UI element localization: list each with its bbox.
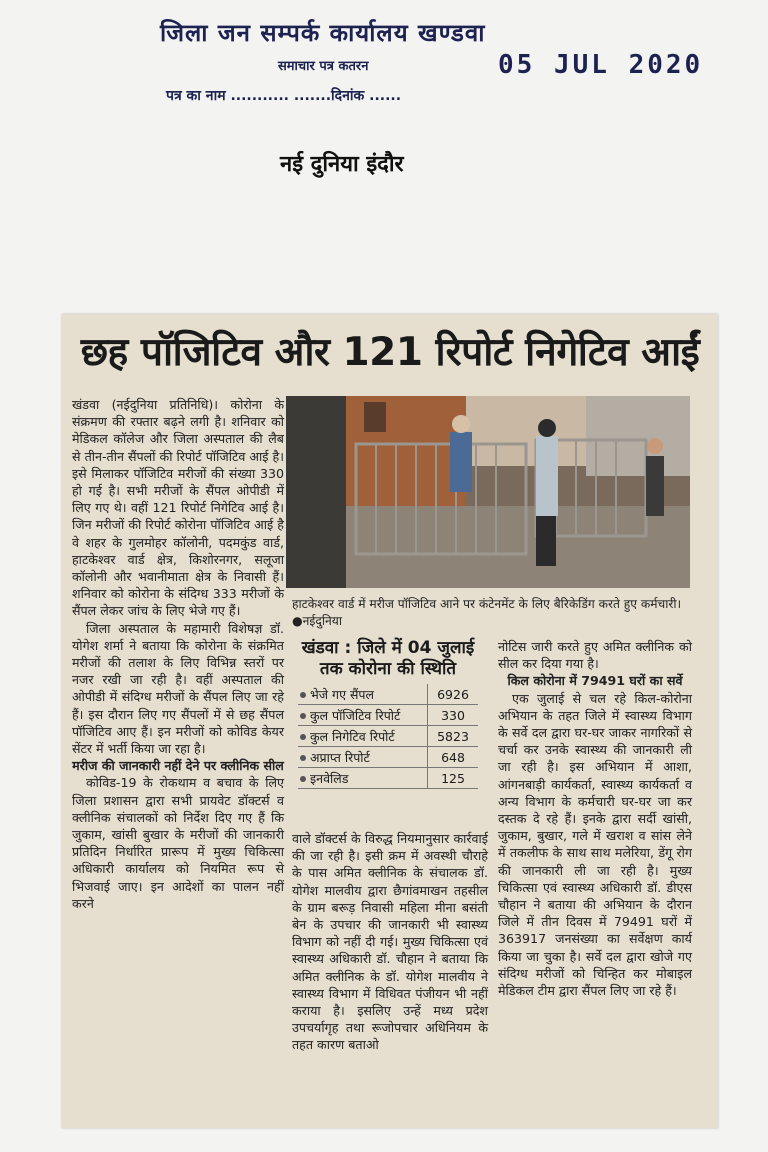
article-paragraph: खंडवा (नईदुनिया प्रतिनिधि)। कोरोना के संक्रमण की रफ्तार बढ़ने लगी है। शनिवार को मेडिकल कॉलेज और जिला अस्पताल की लैब से तीन-तीन सैंपलों की रिपोर्ट पॉजिटिव आई है। इसे मिलाकर पॉजिटिव मरीजों की संख्या 330 हो गई है। सभी मरीजों के सैंपल ओपीडी में लिए गए थे। वहीं 121 रिपोर्ट निगेटिव आई है। जिन मरीजों की रिपोर्ट कोरोना पॉजिटिव आई है वे शहर के गुलमोहर कॉलोनी, पदमकुंड वार्ड, हाटकेश्वर वार्ड क्षेत्र, किशोरनगर, सलूजा कॉलोनी और भवानीमाता क्षेत्र के निवासी हैं। शनिवार को कोरोना के संदिग्ध 333 मरीजों के सैंपल लेकर जांच के लिए भेजे गए हैं। [72, 397, 284, 619]
stat-label: इनवेलिड [310, 770, 349, 786]
stat-value: 6926 [428, 684, 479, 705]
stamp-office-name: जिला जन सम्पर्क कार्यालय खण्डवा [160, 19, 486, 47]
article-subheading: मरीज की जानकारी नहीं देने पर क्लीनिक सील [72, 758, 284, 774]
stat-label: कुल निगेटिव रिपोर्ट [310, 728, 395, 744]
newspaper-name: नई दुनिया इंदौर [280, 152, 404, 177]
article-paragraph: वाले डॉक्टर्स के विरुद्ध नियमानुसार कार्रवाई की जा रही है। इसी क्रम में अवस्थी चौराहे के पास अमित क्लीनिक के संचालक डॉ. योगेश मालवीय द्वारा छैगांवमाखन तहसील के ग्राम बरूड़ निवासी महिला मीना बसंती बेन के उपचार की जानकारी भी स्वास्थ्य विभाग को नहीं दी गई। मुख्य चिकित्सा एवं स्वास्थ्य अधिकारी डॉ. चौहान ने बताया कि अमित क्लीनिक के डॉ. योगेश मालवीय ने स्वास्थ्य विभाग में विधिवत पंजीयन भी नहीं कराया है। इसलिए उन्हें मध्य प्रदेश उपचर्यागृह तथा रूजोपचार अधिनियम के तहत कारण बताओ [292, 831, 488, 1053]
stat-label: भेजे गए सैंपल [310, 686, 374, 702]
article-paragraph: एक जुलाई से चल रहे किल-कोरोना अभियान के तहत जिले में स्वास्थ्य विभाग के सर्वे दल द्वारा घर-घर जाकर नागरिकों से चर्चा कर उनके स्वास्थ्य की जानकारी ली जा रही है। इस अभियान में आशा, आंगनबाड़ी कार्यकर्ता, स्वास्थ्य कार्यकर्ता व अन्य विभाग के कर्मचारी घर-घर जा कर दस्तक दे रहे हैं। इनके द्वारा सर्दी खांसी, जुकाम, बुखार, गले में खराश व सांस लेने में तकलीफ के साथ साथ मलेरिया, डेंगू रोग की जानकारी ली जा रही है। मुख्य चिकित्सा एवं स्वास्थ्य अधिकारी डॉ. डीएस चौहान ने बताया की अभियान के दौरान जिले में तीन दिवस में 79491 घरों में 363917 जनसंख्या का सर्वेक्षण कार्य किया जा चुका है। सर्वे दल द्वारा खोजे गए संदिग्ध मरीजों को चिन्हित कर मोबाइल मेडिकल टीम द्वारा सैंपल लिए जा रहे हैं। [498, 690, 692, 999]
stats-box-title: खंडवा : जिले में 04 जुलाई तक कोरोना की स्थिति [301, 638, 475, 679]
newspaper-clipping [62, 314, 718, 1128]
stat-value: 330 [428, 705, 479, 726]
article-column-1 [72, 396, 284, 912]
article-paragraph: कोविड-19 के रोकथाम व बचाव के लिए जिला प्रशासन द्वारा सभी प्रायवेट डॉक्टर्स व क्लीनिक संचालकों को निर्देश दिए गए हैं कि जुकाम, खांसी बुखार के मरीजों की जानकारी प्रतिदिन निर्धारित प्रारूप में मुख्य चिकित्सा अधिकारी कार्यालय को नियमित रूप से भिजवाई जाए। इन आदेशों का पालन नहीं करने [72, 775, 284, 911]
article-headline: छह पॉजिटिव और 121 रिपोर्ट निगेटिव आईं [80, 330, 700, 375]
table-row [298, 684, 478, 705]
stats-box [298, 638, 478, 789]
stamp-date: 05 JUL 2020 [498, 50, 704, 80]
article-paragraph: नोटिस जारी करते हुए अमित क्लीनिक को सील कर दिया गया है। [498, 639, 692, 672]
stamp-clipping-label: समाचार पत्र कतरन [278, 59, 369, 74]
article-column-3 [498, 638, 692, 999]
stat-label: कुल पॉजिटिव रिपोर्ट [310, 707, 401, 723]
stamp-paper-date-line: पत्र का नाम ........... .......दिनांक ...... [166, 88, 402, 104]
stat-value: 648 [428, 747, 479, 768]
article-subheading: किल कोरोना में 79491 घरों का सर्वे [507, 673, 683, 689]
article-paragraph: जिला अस्पताल के महामारी विशेषज्ञ डॉ. योगेश शर्मा ने बताया कि कोरोना के संक्रमित मरीजों की तलाश के लिए विभिन्न स्तरों पर नजर रखी जा रही है। वहीं अस्पताल की ओपीडी में संदिग्ध मरीजों के सैंपल लिए जा रहे हैं। इस दौरान लिए गए सैंपलों में से छह सैंपल पॉजिटिव आए हैं। इन मरीजों को कोविड केयर सेंटर में भर्ती किया जा रहा है। [72, 620, 284, 757]
table-row [298, 726, 478, 747]
table-row [298, 768, 478, 789]
article-column-2 [292, 830, 488, 1054]
stat-label: अप्राप्त रिपोर्ट [310, 749, 370, 765]
table-row [298, 747, 478, 768]
table-row [298, 705, 478, 726]
stat-value: 5823 [428, 726, 479, 747]
stats-table [298, 684, 478, 789]
stat-value: 125 [428, 768, 479, 789]
article-photo [286, 396, 690, 588]
photo-caption: हाटकेश्वर वार्ड में मरीज पॉजिटिव आने पर कंटेनमेंट के लिए बैरिकेडिंग करते हुए कर्मचारी। ●नईदुनिया [292, 597, 682, 628]
